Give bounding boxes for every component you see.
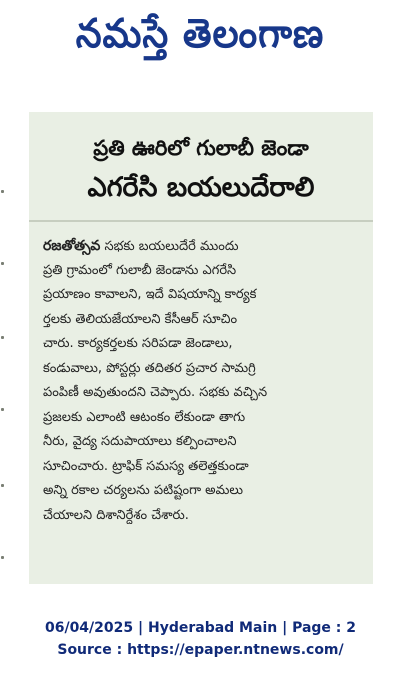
body-line: నీరు, వైద్య సదుపాయాలు కల్పించాలని (43, 434, 237, 449)
body-text: సభకు బయలుదేరే ముందు (100, 239, 239, 254)
body-line: ర్తలకు తెలియజేయాలని కేసీఆర్ సూచిం (43, 311, 238, 327)
newspaper-title: నమస్తే తెలంగాణ (76, 11, 325, 57)
lead-word: రజతోత్సవ (43, 238, 101, 254)
headline-divider (29, 220, 373, 222)
edge-mark (1, 556, 4, 559)
article-body (43, 234, 363, 528)
article-clipping (29, 112, 373, 584)
body-line: ప్రతి గ్రామంలో గులాబీ జెండాను ఎగరేసి (43, 262, 237, 278)
body-line: ప్రయాణం కావాలని, ఇదే విషయాన్ని కార్యక (43, 287, 257, 302)
source-link[interactable]: Source : https://epaper.ntnews.com/ (57, 642, 344, 658)
body-line: చేయాలని దిశానిర్దేశం చేశారు. (43, 507, 189, 523)
body-line: చారు. కార్యకర్తలకు సరిపడా జెండాలు, (43, 336, 233, 351)
headline-line-2: ఎగరేసి బయలుదేరాలి (87, 172, 315, 203)
body-line (43, 234, 363, 259)
body-line: కండువాలు, పోస్టర్లు తదితర ప్రచార సామగ్రి (43, 360, 256, 376)
body-line: ప్రజలకు ఎలాంటి ఆటంకం లేకుండా తాగు (43, 409, 246, 425)
body-line: పంపిణీ అవుతుందని చెప్పారు. సభకు వచ్చిన (43, 385, 268, 400)
headline-line-1: ప్రతి ఊరిలో గులాబీ జెండా (93, 136, 309, 160)
edge-mark (1, 336, 4, 339)
edge-mark (1, 408, 4, 411)
masthead (0, 0, 401, 78)
edge-mark (1, 484, 4, 487)
body-line: అన్ని రకాల చర్యలను పటిష్టంగా అమలు (43, 483, 244, 498)
body-line: సూచించారు. ట్రాఫిక్ సమస్య తలెత్తకుండా (43, 458, 249, 474)
edge-mark (1, 190, 4, 193)
edition-info: 06/04/2025 | Hyderabad Main | Page : 2 (44, 620, 357, 636)
edge-mark (1, 262, 4, 265)
